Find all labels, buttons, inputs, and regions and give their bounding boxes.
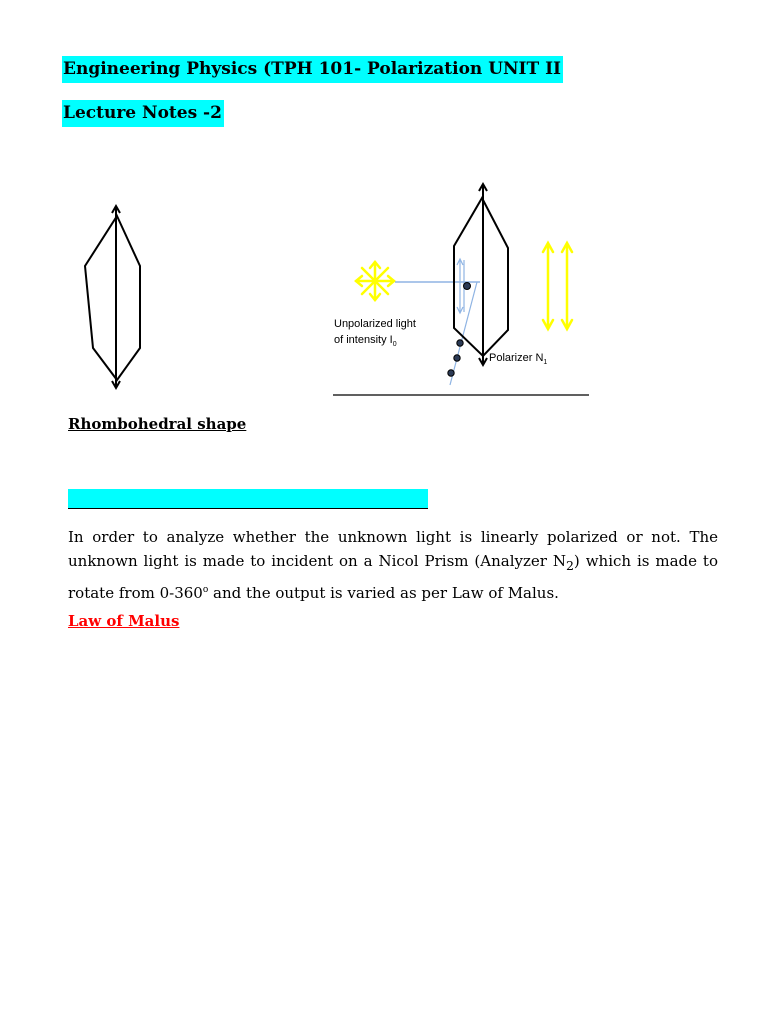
dot-icon xyxy=(464,283,471,290)
figure-caption: Rhombohedral shape xyxy=(68,415,247,433)
polarizer-diagram xyxy=(330,180,600,400)
crystal-outline xyxy=(85,216,140,380)
page-subtitle: Lecture Notes -2 xyxy=(62,100,224,127)
vibration-arrows xyxy=(457,259,464,313)
subscript-2: 2 xyxy=(565,558,574,573)
highlighted-blank-heading xyxy=(68,489,428,509)
superscript-o: o xyxy=(202,585,209,595)
polarizer-label: Polarizer $N_1$ xyxy=(489,352,548,366)
unpolarized-label-line2: of intensity $I_0$ xyxy=(334,334,397,348)
dot-icon xyxy=(454,355,460,361)
polarizer-crystal-outline xyxy=(454,198,508,356)
unpolarized-label-line1: Unpolarized light xyxy=(334,318,416,330)
body-paragraph: In order to analyze whether the unknown light is linearly polarized or not. The unknown light is made to incident on a Nicol Prism (Analyzer $N_2$) which is made to rotate from 0-360$^o$ and the output is varied as per Law of Malus. xyxy=(68,528,718,602)
dot-icon xyxy=(448,370,454,376)
page-title: Engineering Physics (TPH 101- Polarization UNIT II xyxy=(62,56,563,83)
dot-icon xyxy=(457,340,463,346)
light-source-icon xyxy=(356,262,394,300)
polarized-light-arrows xyxy=(543,243,572,329)
law-of-malus-heading: Law of Malus xyxy=(68,612,180,630)
rhombohedral-crystal-figure xyxy=(80,200,150,395)
